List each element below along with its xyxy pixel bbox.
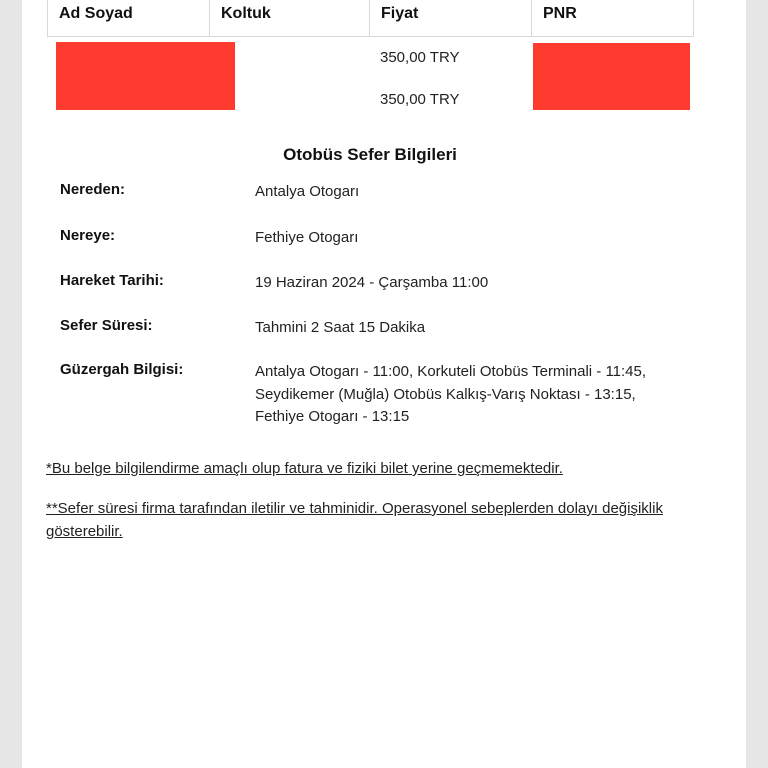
column-header-name: Ad Soyad bbox=[48, 0, 210, 36]
trip-duration-label: Sefer Süresi: bbox=[60, 317, 153, 334]
ticket-price: 350,00 TRY bbox=[380, 91, 460, 108]
departure-date-value: 19 Haziran 2024 - Çarşamba 11:00 bbox=[255, 274, 489, 291]
route-info-value: Antalya Otogarı - 11:00, Korkuteli Otobüs Terminali - 11:45, Seydikemer (Muğla) Otobüs Kalkış-Varış Noktası - 13:15, Fethiye Otogarı - 13:15 bbox=[255, 363, 647, 425]
duration-note: **Sefer süresi firma tarafından iletilir ve tahminidir. Operasyonel sebeplerden dolayı değişiklik gösterebilir. bbox=[46, 500, 663, 540]
origin-label: Nereden: bbox=[60, 181, 126, 198]
origin-value: Antalya Otogarı bbox=[255, 183, 360, 200]
trip-info-title: Otobüs Sefer Bilgileri bbox=[283, 145, 457, 164]
route-info-label: Güzergah Bilgisi: bbox=[60, 361, 184, 378]
column-header-price: Fiyat bbox=[370, 0, 532, 36]
destination-label: Nereye: bbox=[60, 227, 116, 244]
ticket-price: 350,00 TRY bbox=[380, 49, 460, 66]
column-header-seat: Koltuk bbox=[210, 0, 370, 36]
destination-value: Fethiye Otogarı bbox=[255, 229, 359, 246]
disclaimer-note: *Bu belge bilgilendirme amaçlı olup fatura ve fiziki bilet yerine geçmemektedir. bbox=[46, 460, 563, 477]
departure-date-label: Hareket Tarihi: bbox=[60, 272, 164, 289]
trip-duration-value: Tahmini 2 Saat 15 Dakika bbox=[255, 319, 426, 336]
column-header-pnr: PNR bbox=[543, 5, 577, 22]
redacted-pnr bbox=[533, 43, 690, 110]
redacted-passenger-name bbox=[56, 42, 235, 110]
ticket-table-header bbox=[47, 0, 694, 37]
